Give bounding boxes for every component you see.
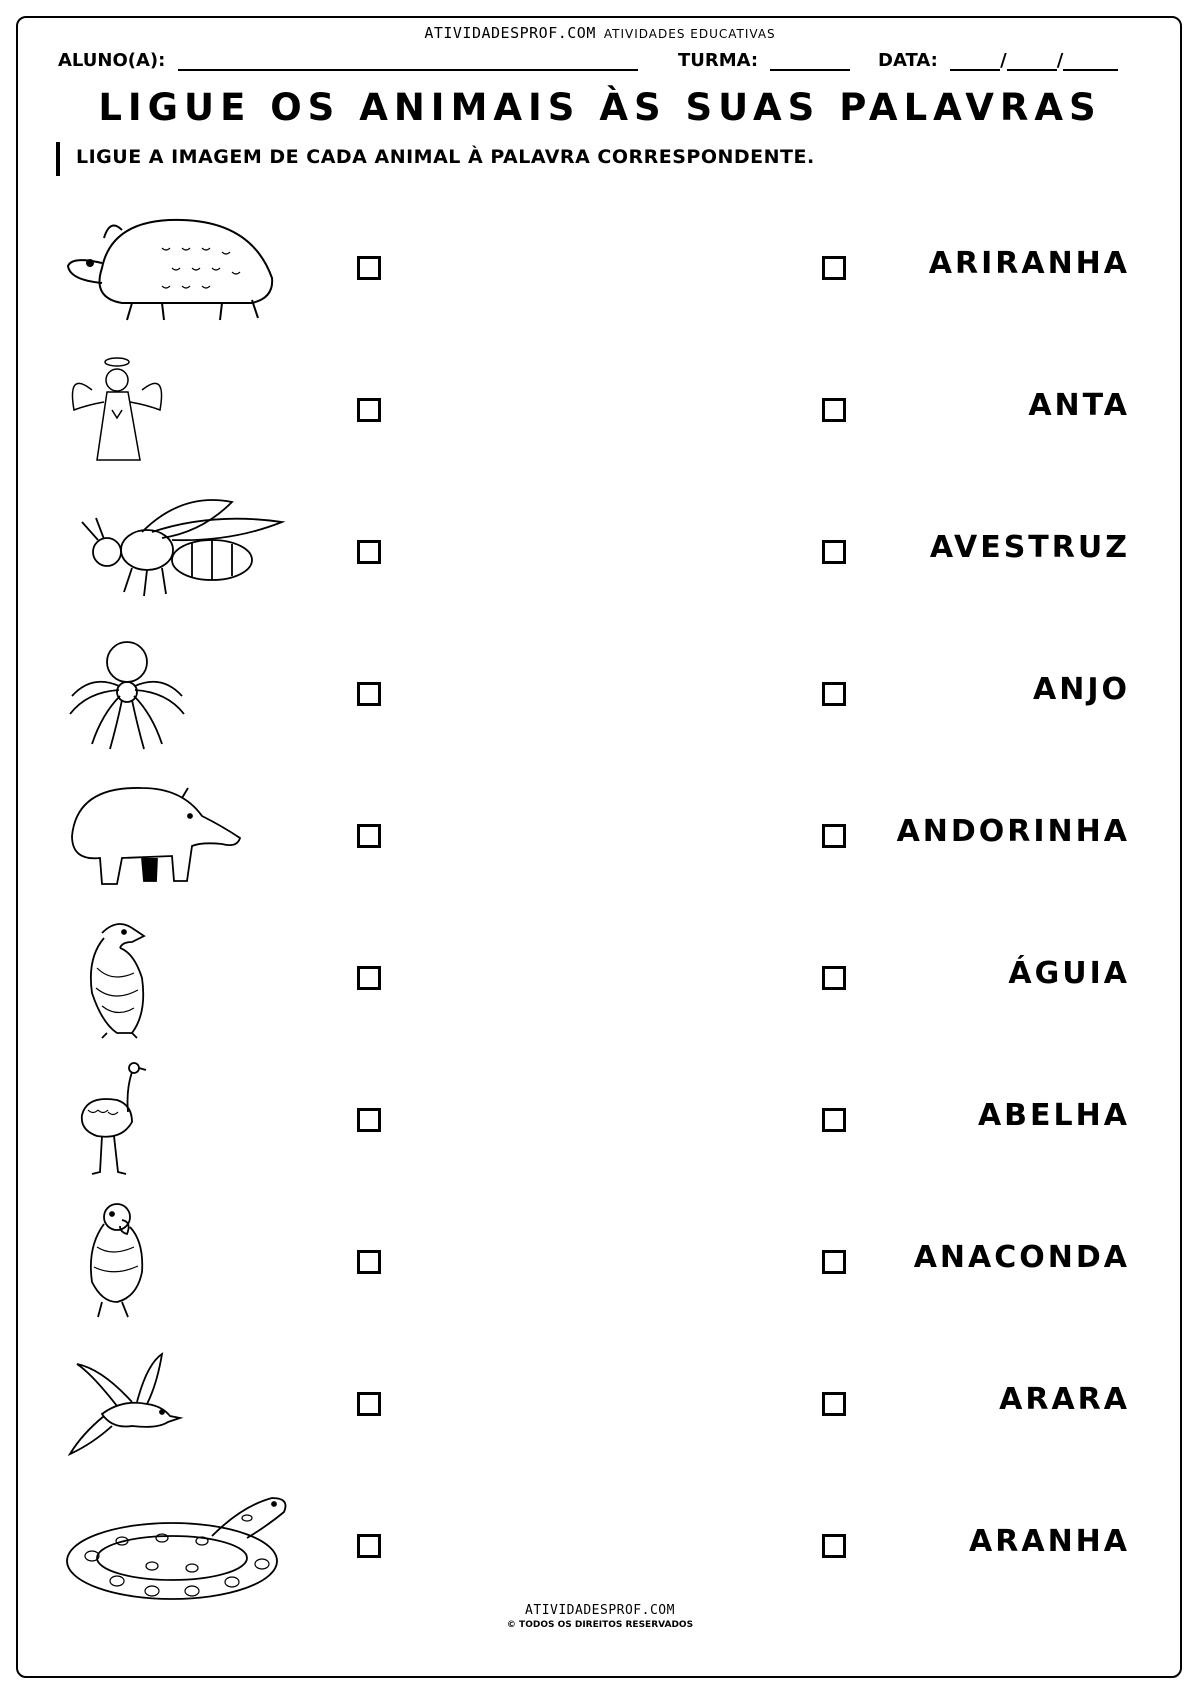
date-separator: / — [1056, 50, 1064, 71]
left-checkbox[interactable] — [357, 540, 381, 564]
match-row — [0, 1060, 1200, 1180]
eagle-illustration — [62, 918, 302, 1038]
animal-word: AVESTRUZ — [929, 530, 1130, 565]
left-checkbox[interactable] — [357, 256, 381, 280]
date-separator: / — [1000, 50, 1007, 71]
right-checkbox[interactable] — [822, 1108, 846, 1132]
right-checkbox[interactable] — [822, 824, 846, 848]
animal-word: ÁGUIA — [1008, 956, 1130, 991]
right-checkbox[interactable] — [822, 1250, 846, 1274]
site-name: ATIVIDADESPROF.COM — [424, 24, 596, 42]
left-checkbox[interactable] — [357, 966, 381, 990]
date-day-line[interactable] — [950, 51, 1000, 71]
class-label: TURMA: — [678, 50, 759, 71]
date-label: DATA: — [878, 50, 938, 71]
angel-illustration — [62, 350, 302, 470]
right-checkbox[interactable] — [822, 682, 846, 706]
site-header — [0, 24, 1200, 42]
match-row — [0, 1486, 1200, 1606]
right-checkbox[interactable] — [822, 256, 846, 280]
tapir-illustration — [62, 776, 302, 896]
footer-site: ATIVIDADESPROF.COM — [525, 1603, 675, 1618]
anaconda-illustration — [62, 1486, 302, 1606]
page-title: LIGUE OS ANIMAIS ÀS SUAS PALAVRAS — [98, 86, 1102, 129]
animal-word: ABELHA — [977, 1098, 1130, 1133]
site-subtitle: ATIVIDADES EDUCATIVAS — [603, 27, 776, 41]
animal-word: ANDORINHA — [896, 814, 1130, 849]
animal-word: ANACONDA — [913, 1240, 1130, 1275]
student-name-line[interactable] — [178, 51, 638, 71]
left-checkbox[interactable] — [357, 682, 381, 706]
animal-word: ARARA — [999, 1382, 1130, 1417]
animal-word: ANTA — [1028, 388, 1130, 423]
student-field — [58, 50, 638, 71]
armadillo-illustration — [62, 208, 302, 328]
date-field — [878, 50, 1118, 71]
student-info-row — [58, 50, 1148, 78]
match-row — [0, 1344, 1200, 1464]
animal-word: ARANHA — [969, 1524, 1130, 1559]
left-checkbox[interactable] — [357, 1250, 381, 1274]
right-checkbox[interactable] — [822, 1392, 846, 1416]
match-row — [0, 208, 1200, 328]
instruction-text: LIGUE A IMAGEM DE CADA ANIMAL À PALAVRA CORRESPONDENTE. — [56, 142, 815, 176]
date-year-line[interactable] — [1063, 51, 1118, 71]
macaw-illustration — [62, 1202, 302, 1322]
spider-illustration — [62, 634, 302, 754]
swallow-illustration — [62, 1344, 302, 1464]
match-row — [0, 492, 1200, 612]
footer — [0, 1603, 1200, 1630]
class-line[interactable] — [770, 51, 850, 71]
left-checkbox[interactable] — [357, 398, 381, 422]
class-field — [678, 50, 850, 71]
match-row — [0, 918, 1200, 1038]
ostrich-illustration — [62, 1060, 302, 1180]
left-checkbox[interactable] — [357, 824, 381, 848]
match-row — [0, 1202, 1200, 1322]
right-checkbox[interactable] — [822, 540, 846, 564]
footer-rights: © TODOS OS DIREITOS RESERVADOS — [506, 1620, 694, 1630]
right-checkbox[interactable] — [822, 398, 846, 422]
right-checkbox[interactable] — [822, 966, 846, 990]
bee-illustration — [62, 492, 302, 612]
date-month-line[interactable] — [1007, 51, 1057, 71]
right-checkbox[interactable] — [822, 1534, 846, 1558]
match-row — [0, 776, 1200, 896]
animal-word: ARIRANHA — [928, 246, 1130, 281]
left-checkbox[interactable] — [357, 1108, 381, 1132]
animal-word: ANJO — [1033, 672, 1130, 707]
student-label: ALUNO(A): — [58, 50, 166, 71]
left-checkbox[interactable] — [357, 1534, 381, 1558]
match-row — [0, 634, 1200, 754]
match-row — [0, 350, 1200, 470]
left-checkbox[interactable] — [357, 1392, 381, 1416]
